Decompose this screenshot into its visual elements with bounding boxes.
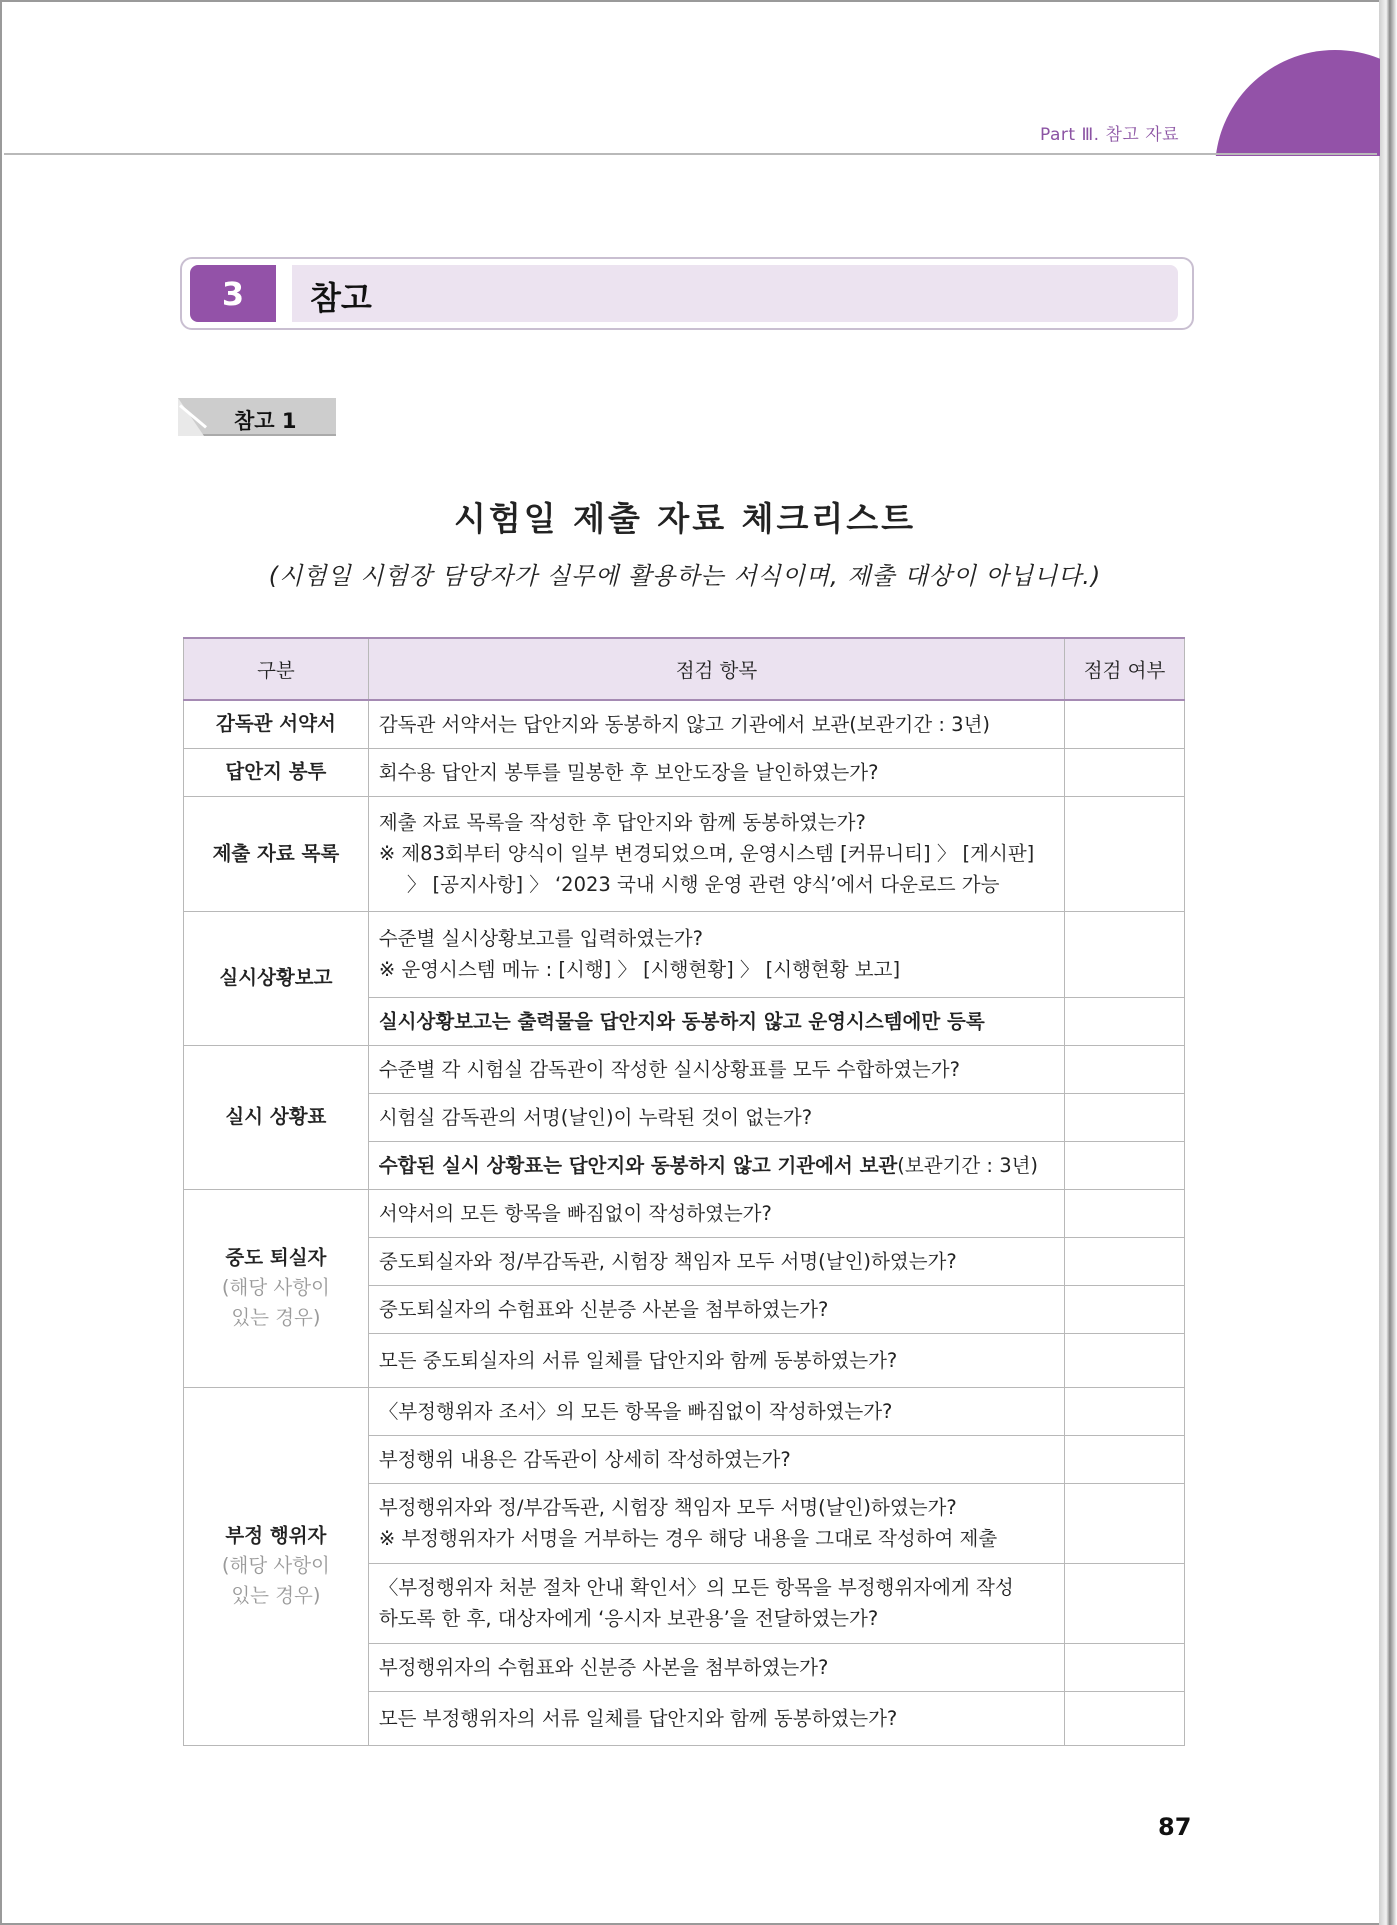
page-edge-shadow (1379, 0, 1397, 1925)
check-cell[interactable] (1065, 1435, 1185, 1483)
check-cell[interactable] (1065, 1483, 1185, 1563)
item-cell: 수준별 실시상황보고를 입력하였는가? ※ 운영시스템 메뉴 : [시행] 〉 [시행현황] 〉 [시행현황 보고] (368, 911, 1064, 997)
check-cell[interactable] (1065, 997, 1185, 1045)
check-cell[interactable] (1065, 1285, 1185, 1333)
check-cell[interactable] (1065, 911, 1185, 997)
check-cell[interactable] (1065, 796, 1185, 911)
check-cell[interactable] (1065, 1189, 1185, 1237)
category-cell: 실시상황보고 (184, 911, 369, 1045)
section-number: 3 (190, 265, 276, 322)
category-cell: 감독관 서약서 (184, 700, 369, 748)
item-cell: 부정행위자와 정/부감독관, 시험장 책임자 모두 서명(날인)하였는가? ※ 부정행위자가 서명을 거부하는 경우 해당 내용을 그대로 작성하여 제출 (368, 1483, 1064, 1563)
page-number: 87 (1158, 1813, 1192, 1841)
check-cell[interactable] (1065, 1333, 1185, 1387)
header-item: 점검 항목 (368, 638, 1064, 700)
table-row (184, 1045, 1185, 1093)
header-decoration (1215, 50, 1380, 156)
table-row (184, 1189, 1185, 1237)
table-row (184, 911, 1185, 997)
check-cell[interactable] (1065, 1045, 1185, 1093)
category-cell: 답안지 봉투 (184, 748, 369, 796)
item-cell: 제출 자료 목록을 작성한 후 답안지와 함께 동봉하였는가? ※ 제83회부터 양식이 일부 변경되었으며, 운영시스템 [커뮤니티] 〉 [게시판] 〉 [공지사항] 〉 ‘2023 국내 시행 운영 관련 양식’에서 다운로드 가능 (368, 796, 1064, 911)
checklist-table (183, 637, 1185, 1746)
item-cell: 실시상황보고는 출력물을 답안지와 동봉하지 않고 운영시스템에만 등록 (368, 997, 1064, 1045)
item-cell: 수준별 각 시험실 감독관이 작성한 실시상황표를 모두 수합하였는가? (368, 1045, 1064, 1093)
category-cell: 중도 퇴실자 (해당 사항이 있는 경우) (184, 1189, 369, 1387)
table-row (184, 796, 1185, 911)
reference-tab-label: 참고 1 (234, 409, 297, 433)
item-cell: 모든 중도퇴실자의 서류 일체를 답안지와 함께 동봉하였는가? (368, 1333, 1064, 1387)
table-row (184, 748, 1185, 796)
check-cell[interactable] (1065, 1387, 1185, 1435)
document-title: 시험일 제출 자료 체크리스트 (453, 499, 916, 538)
item-cell: 모든 부정행위자의 서류 일체를 답안지와 함께 동봉하였는가? (368, 1691, 1064, 1745)
document-subtitle: (시험일 시험장 담당자가 실무에 활용하는 서식이며, 제출 대상이 아닙니다.) (268, 562, 1102, 590)
category-cell: 실시 상황표 (184, 1045, 369, 1189)
part-label: Part Ⅲ. 참고 자료 (1040, 125, 1180, 145)
reference-tab (178, 398, 336, 436)
check-cell[interactable] (1065, 1563, 1185, 1643)
item-cell: 〈부정행위자 처분 절차 안내 확인서〉의 모든 항목을 부정행위자에게 작성 하도록 한 후, 대상자에게 ‘응시자 보관용’을 전달하였는가? (368, 1563, 1064, 1643)
check-cell[interactable] (1065, 1643, 1185, 1691)
check-cell[interactable] (1065, 1141, 1185, 1189)
check-cell[interactable] (1065, 1691, 1185, 1745)
item-cell: 〈부정행위자 조서〉의 모든 항목을 빠짐없이 작성하였는가? (368, 1387, 1064, 1435)
table-row (184, 700, 1185, 748)
check-cell[interactable] (1065, 1237, 1185, 1285)
header-rule (4, 153, 1377, 155)
item-cell: 회수용 답안지 봉투를 밀봉한 후 보안도장을 날인하였는가? (368, 748, 1064, 796)
item-cell: 부정행위 내용은 감독관이 상세히 작성하였는가? (368, 1435, 1064, 1483)
item-cell: 부정행위자의 수험표와 신분증 사본을 첨부하였는가? (368, 1643, 1064, 1691)
item-cell: 수합된 실시 상황표는 답안지와 동봉하지 않고 기관에서 보관(보관기간 : 3년) (368, 1141, 1064, 1189)
item-cell: 중도퇴실자의 수험표와 신분증 사본을 첨부하였는가? (368, 1285, 1064, 1333)
check-cell[interactable] (1065, 700, 1185, 748)
item-cell: 감독관 서약서는 답안지와 동봉하지 않고 기관에서 보관(보관기간 : 3년) (368, 700, 1064, 748)
item-cell: 서약서의 모든 항목을 빠짐없이 작성하였는가? (368, 1189, 1064, 1237)
item-cell: 중도퇴실자와 정/부감독관, 시험장 책임자 모두 서명(날인)하였는가? (368, 1237, 1064, 1285)
check-cell[interactable] (1065, 1093, 1185, 1141)
category-cell: 제출 자료 목록 (184, 796, 369, 911)
section-title: 참고 (310, 279, 372, 317)
item-cell: 시험실 감독관의 서명(날인)이 누락된 것이 없는가? (368, 1093, 1064, 1141)
header-check: 점검 여부 (1065, 638, 1185, 700)
check-cell[interactable] (1065, 748, 1185, 796)
table-row (184, 1387, 1185, 1435)
header-category: 구분 (184, 638, 369, 700)
section-heading (180, 257, 1194, 330)
category-cell: 부정 행위자 (해당 사항이 있는 경우) (184, 1387, 369, 1745)
table-header-row (184, 638, 1185, 700)
